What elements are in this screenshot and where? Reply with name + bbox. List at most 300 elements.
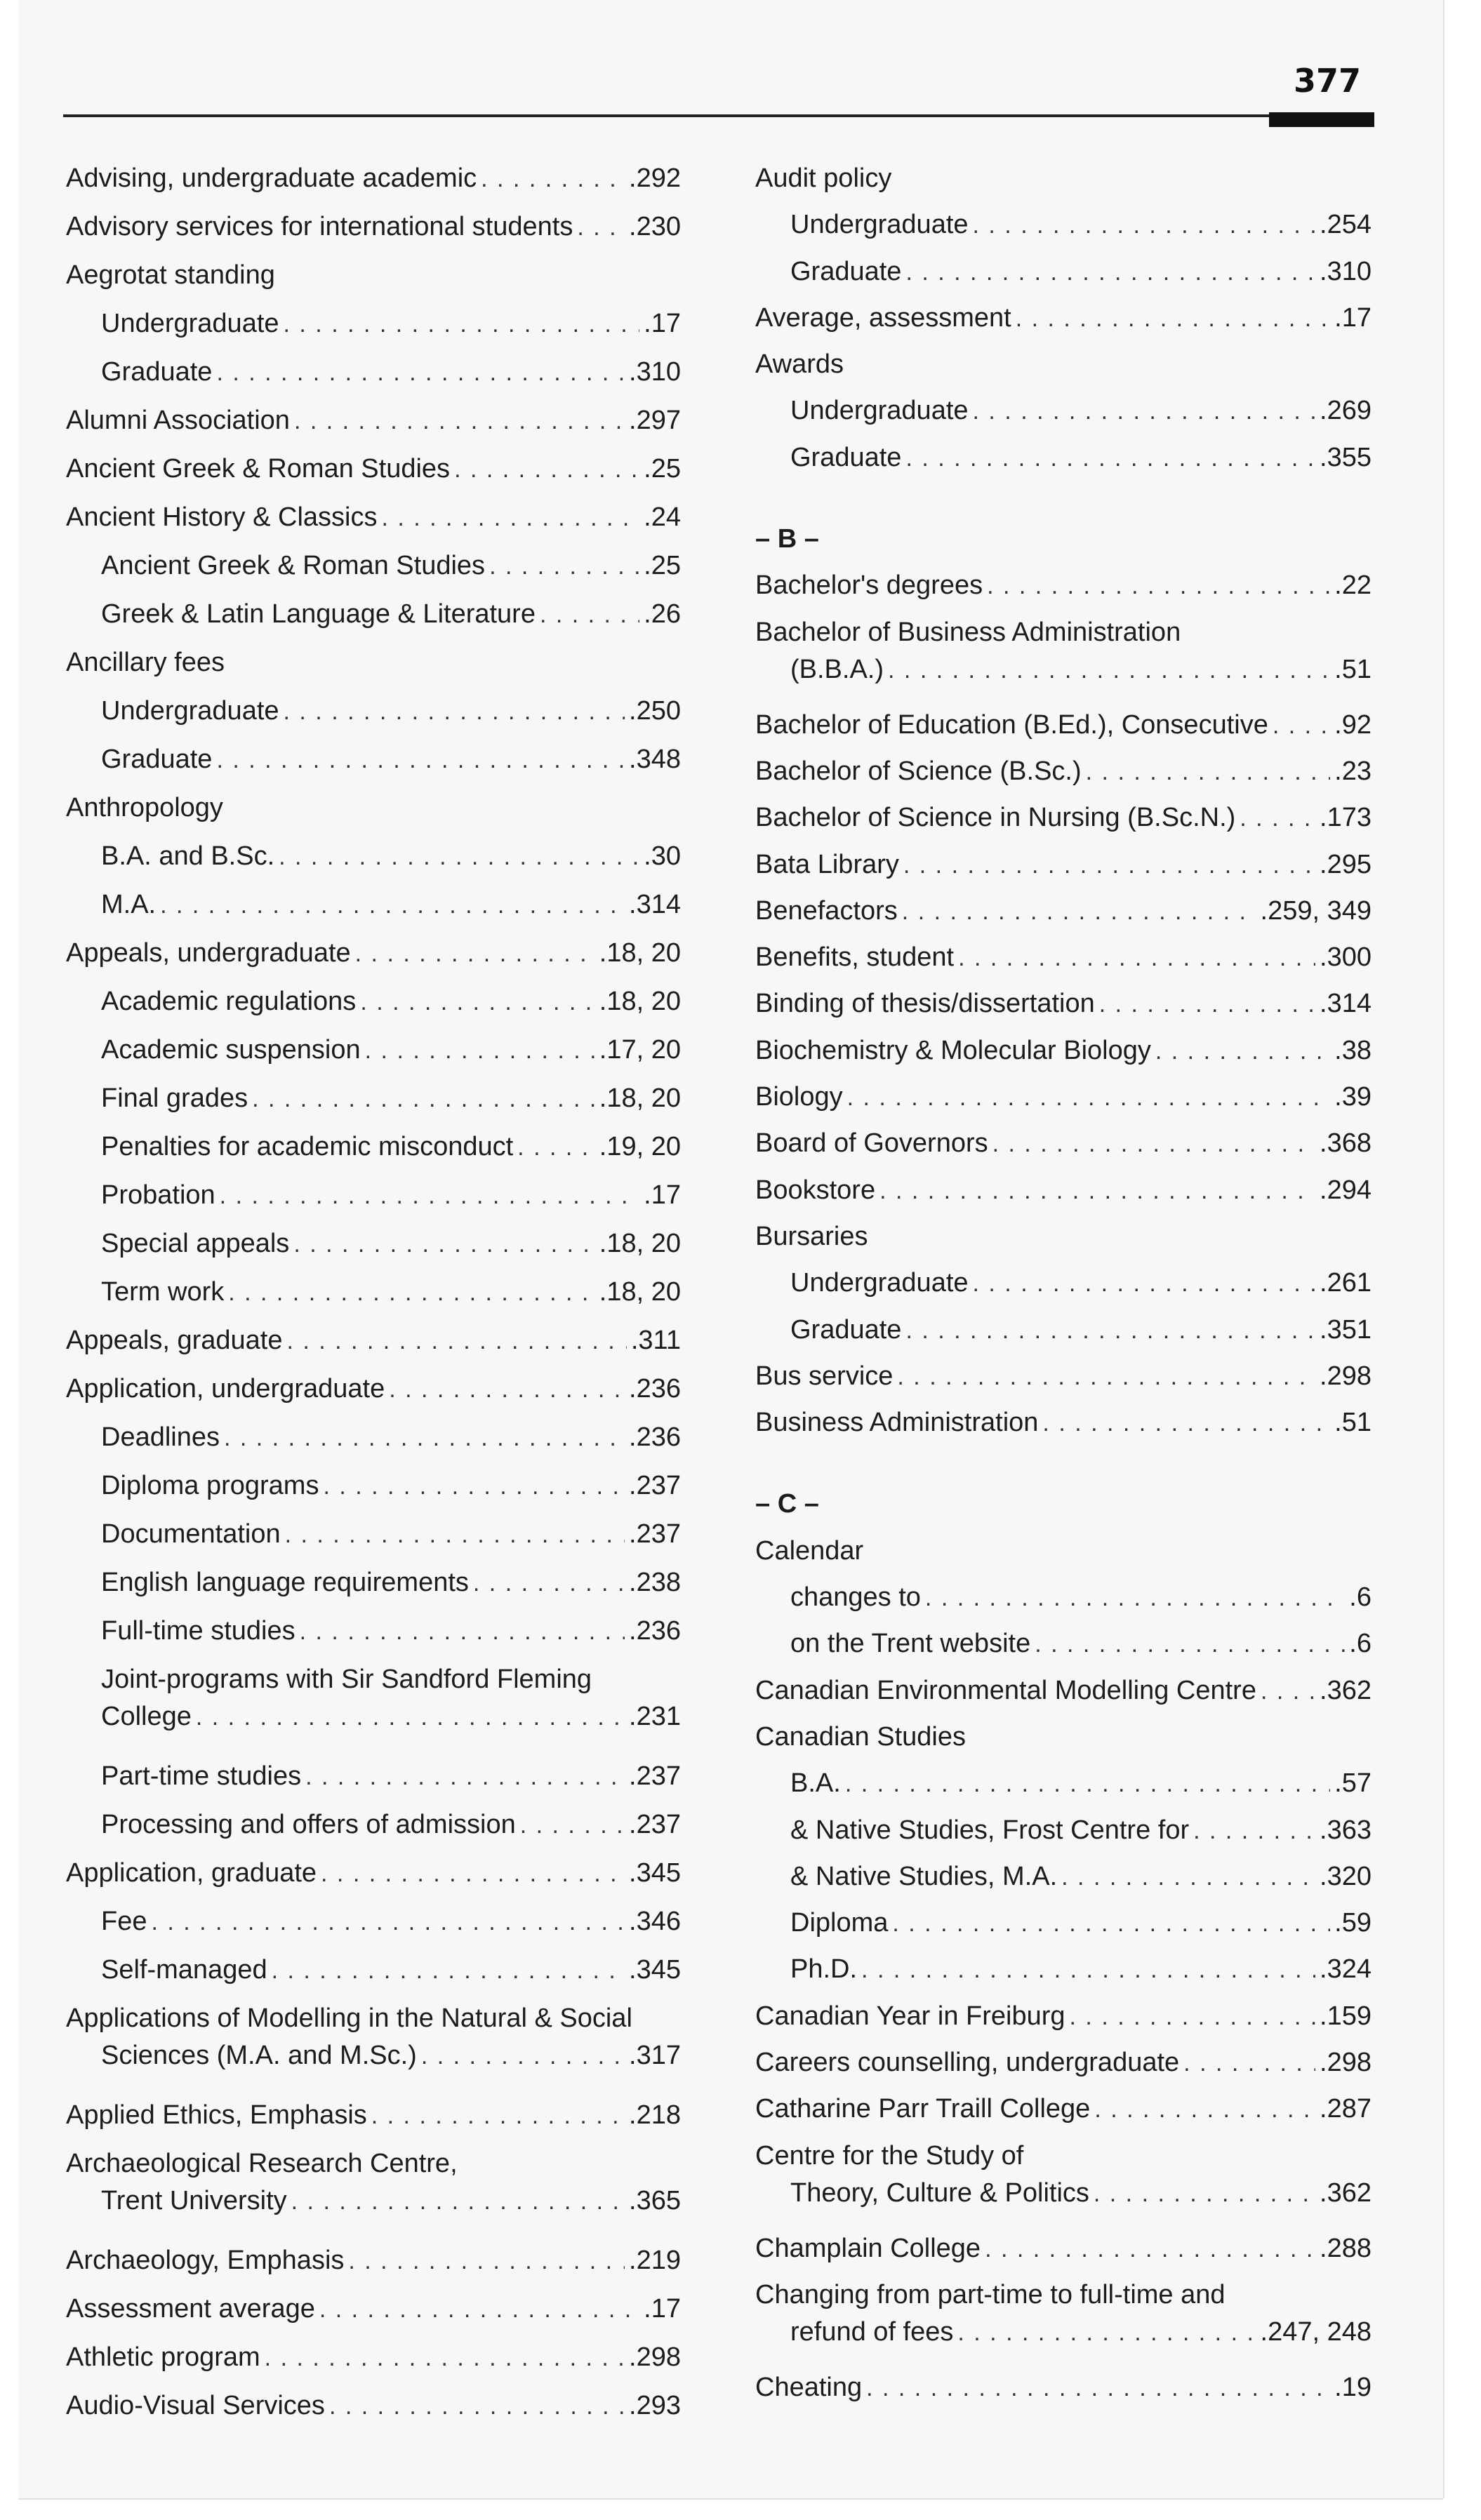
page-reference: .30 xyxy=(644,841,681,871)
index-entry xyxy=(755,893,1372,939)
page-reference: .346 xyxy=(629,1907,681,1936)
index-term: B.A. xyxy=(790,1768,841,1799)
index-column-left xyxy=(66,160,681,2436)
index-term: Canadian Studies xyxy=(755,1721,966,1752)
index-term: Undergraduate xyxy=(790,396,969,426)
dot-leader xyxy=(1042,1405,1330,1442)
index-term: Business Administration xyxy=(755,1408,1039,1438)
index-term: Term work xyxy=(101,1277,225,1307)
index-term: B.A. and B.Sc. xyxy=(101,841,275,871)
page-reference: .294 xyxy=(1320,1175,1372,1205)
page-reference: .173 xyxy=(1320,803,1372,833)
index-entry xyxy=(755,1218,1372,1265)
page-number: 377 xyxy=(1294,62,1362,100)
index-subentry xyxy=(755,1579,1372,1625)
dot-leader xyxy=(861,1952,1315,1989)
index-term: Bachelor of Science in Nursing (B.Sc.N.) xyxy=(755,803,1236,833)
index-entry xyxy=(66,2000,681,2097)
page-reference: .298 xyxy=(1320,1361,1372,1391)
dot-leader xyxy=(973,207,1316,244)
dot-leader xyxy=(902,893,1256,931)
dot-leader xyxy=(291,2183,625,2220)
index-subentry xyxy=(755,1812,1372,1858)
index-term: Academic regulations xyxy=(101,987,357,1016)
index-term: Changing from part-time to full-time and xyxy=(755,2279,1226,2309)
index-entry xyxy=(66,789,681,838)
index-entry xyxy=(755,2230,1372,2276)
index-subentry xyxy=(66,305,681,354)
index-term: Special appeals xyxy=(101,1229,290,1258)
index-term: on the Trent website xyxy=(790,1629,1031,1659)
dot-leader xyxy=(1155,1033,1330,1070)
page-reference: .59 xyxy=(1334,1908,1372,1938)
index-subentry xyxy=(66,547,681,596)
dot-leader xyxy=(992,1126,1315,1163)
dot-leader xyxy=(389,1371,625,1408)
dot-leader xyxy=(847,1079,1331,1116)
index-entry xyxy=(755,346,1372,392)
dot-leader xyxy=(1273,707,1330,745)
dot-leader xyxy=(1094,2091,1315,2128)
dot-leader xyxy=(987,568,1330,605)
index-subentry xyxy=(755,1625,1372,1672)
index-subentry xyxy=(755,253,1372,300)
page-reference: .237 xyxy=(629,1810,681,1839)
page-reference: .310 xyxy=(629,357,681,387)
page-reference: .17 xyxy=(644,1180,681,1210)
page-reference: .237 xyxy=(629,1761,681,1791)
index-entry xyxy=(755,2044,1372,2091)
index-term: Documentation xyxy=(101,1519,281,1549)
index-term: & Native Studies, M.A. xyxy=(790,1861,1058,1891)
page-reference: .230 xyxy=(629,212,681,241)
dot-leader xyxy=(481,161,625,198)
index-subentry xyxy=(755,1905,1372,1951)
index-subentry xyxy=(66,983,681,1032)
page-reference: .57 xyxy=(1334,1768,1372,1799)
dot-leader xyxy=(224,1420,625,1457)
page-reference: .237 xyxy=(629,1471,681,1500)
index-term: Undergraduate xyxy=(101,696,279,726)
index-subentry xyxy=(755,1765,1372,1811)
index-subentry xyxy=(66,1274,681,1322)
index-term-line2: (B.B.A.) xyxy=(790,654,884,684)
page-reference: .24 xyxy=(644,502,681,532)
index-term: Benefactors xyxy=(755,895,898,926)
page-reference: .314 xyxy=(1320,989,1372,1019)
index-entry xyxy=(755,2369,1372,2415)
page-reference: .39 xyxy=(1334,1082,1372,1112)
index-entry xyxy=(755,1719,1372,1765)
page-reference: .310 xyxy=(1320,256,1372,286)
page-reference: .368 xyxy=(1320,1128,1372,1159)
index-term: Appeals, graduate xyxy=(66,1326,283,1355)
page-reference: .348 xyxy=(629,745,681,774)
index-term: Graduate xyxy=(101,357,213,387)
page-reference: .23 xyxy=(1334,756,1372,786)
dot-leader xyxy=(300,1613,625,1651)
index-entry xyxy=(755,1032,1372,1079)
index-term: Appeals, undergraduate xyxy=(66,938,351,968)
index-term: Diploma programs xyxy=(101,1471,319,1500)
index-subentry xyxy=(66,1903,681,1952)
dot-leader xyxy=(1086,754,1331,791)
index-subentry xyxy=(66,1516,681,1564)
page-reference: .18, 20 xyxy=(599,1084,681,1113)
index-entry xyxy=(66,2387,681,2436)
page-reference: .236 xyxy=(629,1374,681,1404)
index-section-b xyxy=(755,567,1372,1451)
index-term: & Native Studies, Frost Centre for xyxy=(790,1815,1190,1845)
index-entry xyxy=(755,985,1372,1032)
dot-leader xyxy=(957,2314,1256,2352)
dot-leader xyxy=(905,1312,1315,1349)
index-term: Advising, undergraduate academic xyxy=(66,164,477,193)
index-entry xyxy=(66,2291,681,2339)
index-term: Careers counselling, undergraduate xyxy=(755,2047,1180,2077)
page-reference: .362 xyxy=(1320,2178,1372,2208)
dot-leader xyxy=(421,2038,625,2075)
dot-leader xyxy=(1099,986,1315,1023)
index-term: Athletic program xyxy=(66,2342,260,2372)
index-subentry xyxy=(66,1177,681,1225)
page-reference: .38 xyxy=(1334,1035,1372,1065)
index-term: M.A. xyxy=(101,890,157,919)
dot-leader xyxy=(265,2340,625,2377)
index-term: Ancient Greek & Roman Studies xyxy=(66,454,451,484)
index-term: Ancillary fees xyxy=(66,648,225,677)
dot-leader xyxy=(973,393,1316,430)
dot-leader xyxy=(284,693,625,731)
page-reference: .317 xyxy=(629,2041,681,2070)
index-subentry xyxy=(66,1032,681,1080)
index-section-a-continued xyxy=(755,160,1372,486)
index-term: Advisory services for international students xyxy=(66,212,573,241)
index-term: Bata Library xyxy=(755,849,899,879)
dot-leader xyxy=(279,839,639,876)
index-term: Undergraduate xyxy=(101,309,279,338)
page-reference: .6 xyxy=(1349,1629,1372,1659)
page-reference: .355 xyxy=(1320,442,1372,472)
index-subentry xyxy=(66,1080,681,1128)
dot-leader xyxy=(252,1081,595,1118)
page-reference: .219 xyxy=(629,2246,681,2275)
index-term: Full-time studies xyxy=(101,1616,295,1646)
page-reference: .17 xyxy=(644,309,681,338)
page-reference: .51 xyxy=(1334,654,1372,684)
dot-leader xyxy=(216,742,625,779)
index-term: Archaeological Research Centre, xyxy=(66,2149,458,2178)
page-reference: .300 xyxy=(1320,942,1372,973)
dot-leader xyxy=(892,1905,1330,1942)
letter-heading-b: – B – xyxy=(755,524,819,554)
index-term: Bookstore xyxy=(755,1175,876,1205)
index-subentry xyxy=(66,596,681,644)
index-entry xyxy=(66,499,681,547)
index-term: Application, graduate xyxy=(66,1858,317,1888)
index-entry xyxy=(66,1371,681,1419)
index-page xyxy=(18,0,1443,2498)
dot-leader xyxy=(985,2231,1315,2268)
index-term: Deadlines xyxy=(101,1422,220,1452)
index-term: Biochemistry & Molecular Biology xyxy=(755,1035,1151,1065)
page-reference: .292 xyxy=(629,164,681,193)
index-term: Aegrotat standing xyxy=(66,260,275,290)
page-reference: .218 xyxy=(629,2100,681,2130)
dot-leader xyxy=(329,2388,625,2425)
index-entry xyxy=(66,257,681,305)
dot-leader xyxy=(196,1699,625,1736)
index-term: Ph.D. xyxy=(790,1954,858,1985)
index-entry xyxy=(755,1079,1372,1125)
page-reference: .365 xyxy=(629,2186,681,2215)
dot-leader xyxy=(958,940,1315,977)
dot-leader xyxy=(473,1565,625,1602)
index-entry xyxy=(755,2276,1372,2369)
index-term-continuation xyxy=(66,2182,681,2220)
dot-leader xyxy=(1061,1859,1315,1896)
page-reference: .18, 20 xyxy=(599,1277,681,1307)
dot-leader xyxy=(973,1265,1316,1302)
index-entry xyxy=(66,1855,681,1903)
index-entry xyxy=(755,614,1372,707)
index-term-continuation xyxy=(755,651,1372,689)
dot-leader xyxy=(577,209,625,246)
header-bar-decoration xyxy=(1269,112,1374,127)
index-term: Catharine Parr Traill College xyxy=(755,2094,1091,2124)
dot-leader xyxy=(1193,1813,1315,1850)
dot-leader xyxy=(285,1516,625,1554)
dot-leader xyxy=(216,354,625,392)
index-term: Graduate xyxy=(101,745,213,774)
index-term: English language requirements xyxy=(101,1568,469,1597)
page-reference: .295 xyxy=(1320,849,1372,879)
index-term: Centre for the Study of xyxy=(755,2140,1024,2171)
dot-leader xyxy=(151,1904,625,1941)
dot-leader xyxy=(284,306,640,343)
index-term-line2: Theory, Culture & Politics xyxy=(790,2178,1089,2208)
index-entry xyxy=(66,2242,681,2291)
index-term: Fee xyxy=(101,1907,147,1936)
dot-leader xyxy=(879,1173,1315,1210)
dot-leader xyxy=(365,1032,595,1069)
index-term: Bus service xyxy=(755,1361,894,1391)
index-entry xyxy=(755,2138,1372,2230)
index-term: Bachelor of Education (B.Ed.), Consecutive xyxy=(755,709,1268,740)
index-term-continuation xyxy=(755,2175,1372,2213)
index-subentry xyxy=(66,693,681,741)
page-reference: .269 xyxy=(1320,396,1372,426)
index-term: Assessment average xyxy=(66,2294,315,2324)
index-subentry xyxy=(66,741,681,789)
index-subentry xyxy=(755,392,1372,439)
page-reference: .25 xyxy=(644,454,681,484)
index-term-continuation xyxy=(101,1698,681,1736)
index-entry xyxy=(755,160,1372,206)
page-reference: .250 xyxy=(629,696,681,726)
index-subentry xyxy=(66,1661,681,1758)
letter-heading-c: – C – xyxy=(755,1489,819,1519)
index-subentry xyxy=(66,1467,681,1516)
index-subentry xyxy=(66,1613,681,1661)
index-entry xyxy=(755,707,1372,753)
index-term: Archaeology, Emphasis xyxy=(66,2246,345,2275)
page-reference: .297 xyxy=(629,406,681,435)
page-reference: .17 xyxy=(1334,302,1372,333)
index-entry xyxy=(755,1404,1372,1451)
dot-leader xyxy=(305,1759,625,1796)
page-reference: .247, 248 xyxy=(1260,2316,1372,2347)
index-term-line2: Sciences (M.A. and M.Sc.) xyxy=(101,2041,417,2070)
index-entry xyxy=(66,402,681,451)
dot-leader xyxy=(1016,300,1330,338)
index-subentry xyxy=(66,1758,681,1806)
index-entry xyxy=(755,1533,1372,1579)
index-term: Canadian Environmental Modelling Centre xyxy=(755,1675,1256,1705)
index-column-right xyxy=(755,160,1372,2415)
page-reference: .345 xyxy=(629,1955,681,1985)
page-reference: .17 xyxy=(644,2294,681,2324)
dot-leader xyxy=(319,2291,639,2328)
page-reference: .362 xyxy=(1320,1675,1372,1705)
dot-leader xyxy=(845,1766,1330,1803)
page-reference: .288 xyxy=(1320,2233,1372,2263)
index-term: Bachelor's degrees xyxy=(755,571,983,601)
header-rule xyxy=(63,114,1374,117)
dot-leader xyxy=(355,935,595,973)
dot-leader xyxy=(540,596,639,634)
index-term: Processing and offers of admission xyxy=(101,1810,516,1839)
dot-leader xyxy=(294,403,625,440)
page-reference: .6 xyxy=(1349,1582,1372,1613)
index-term: Undergraduate xyxy=(790,210,969,240)
dot-leader xyxy=(1070,1999,1316,2036)
index-subentry xyxy=(755,1265,1372,1311)
index-entry xyxy=(755,2091,1372,2137)
page-reference: .19 xyxy=(1334,2372,1372,2402)
dot-leader xyxy=(160,887,625,924)
index-subentry xyxy=(66,838,681,886)
index-subentry xyxy=(755,1312,1372,1358)
dot-leader xyxy=(228,1274,595,1312)
page-reference: .22 xyxy=(1334,571,1372,601)
dot-leader xyxy=(1035,1626,1345,1663)
index-entry xyxy=(66,451,681,499)
index-term: Calendar xyxy=(755,1535,864,1566)
page-reference: .231 xyxy=(629,1702,681,1731)
index-term: Biology xyxy=(755,1082,843,1112)
index-term: Awards xyxy=(755,349,844,380)
page-reference: .259, 349 xyxy=(1260,895,1372,926)
page-reference: .314 xyxy=(629,890,681,919)
dot-leader xyxy=(489,548,639,585)
dot-leader xyxy=(905,440,1315,477)
index-subentry xyxy=(66,1225,681,1274)
index-term: Graduate xyxy=(790,256,902,286)
index-section-c xyxy=(755,1533,1372,2415)
index-term: Applied Ethics, Emphasis xyxy=(66,2100,367,2130)
page-reference: .261 xyxy=(1320,1268,1372,1298)
index-entry xyxy=(66,935,681,983)
index-term: Benefits, student xyxy=(755,942,955,973)
index-term-continuation xyxy=(66,2037,681,2075)
index-term: Graduate xyxy=(790,442,902,472)
dot-leader xyxy=(1183,2045,1315,2082)
dot-leader xyxy=(272,1952,625,1989)
page-reference: .238 xyxy=(629,1568,681,1597)
index-term: Audio-Visual Services xyxy=(66,2391,325,2420)
page-reference: .351 xyxy=(1320,1314,1372,1345)
dot-leader xyxy=(1261,1673,1315,1710)
page-reference: .25 xyxy=(644,551,681,580)
dot-leader xyxy=(293,1226,595,1263)
index-term: Bachelor of Science (B.Sc.) xyxy=(755,756,1082,786)
index-subentry xyxy=(66,1419,681,1467)
index-term: Graduate xyxy=(790,1314,902,1345)
page-reference: .19, 20 xyxy=(599,1132,681,1161)
page-reference: .311 xyxy=(630,1326,681,1355)
index-subentry xyxy=(755,1951,1372,1997)
page-reference: .298 xyxy=(1320,2047,1372,2077)
index-term: Diploma xyxy=(790,1908,889,1938)
page-reference: .18, 20 xyxy=(599,938,681,968)
index-term: Final grades xyxy=(101,1084,248,1113)
dot-leader xyxy=(381,500,639,537)
index-entry xyxy=(66,2145,681,2242)
index-term: Self-managed xyxy=(101,1955,267,1985)
index-term: Canadian Year in Freiburg xyxy=(755,2001,1065,2031)
page-reference: .18, 20 xyxy=(599,1229,681,1258)
index-entry xyxy=(755,1998,1372,2044)
index-term-line2: refund of fees xyxy=(790,2316,954,2347)
index-term: Average, assessment xyxy=(755,302,1011,333)
page-reference: .17, 20 xyxy=(599,1035,681,1065)
page-reference: .26 xyxy=(644,599,681,629)
page-reference: .324 xyxy=(1320,1954,1372,1985)
index-term: Audit policy xyxy=(755,164,892,193)
index-term: Joint-programs with Sir Sandford Fleming xyxy=(101,1665,592,1694)
page-reference: .293 xyxy=(629,2391,681,2420)
index-entry xyxy=(66,160,681,208)
dot-leader xyxy=(321,1855,625,1893)
index-term: Ancient Greek & Roman Studies xyxy=(101,551,486,580)
dot-leader xyxy=(866,2370,1330,2407)
index-entry xyxy=(66,644,681,693)
index-term: Applications of Modelling in the Natural & Social xyxy=(66,2004,632,2033)
index-subentry xyxy=(66,1952,681,2000)
page-reference: .363 xyxy=(1320,1815,1372,1845)
index-entry xyxy=(755,1358,1372,1404)
index-entry xyxy=(66,208,681,257)
index-entry xyxy=(755,1672,1372,1719)
index-term: Ancient History & Classics xyxy=(66,502,378,532)
index-entry xyxy=(755,1172,1372,1218)
index-term: Undergraduate xyxy=(790,1268,969,1298)
dot-leader xyxy=(323,1468,625,1505)
page-reference: .236 xyxy=(629,1422,681,1452)
page-reference: .237 xyxy=(629,1519,681,1549)
dot-leader xyxy=(517,1129,595,1166)
dot-leader xyxy=(925,1580,1345,1617)
index-entry xyxy=(755,300,1372,346)
index-term-line2: Trent University xyxy=(101,2186,287,2215)
dot-leader xyxy=(1240,800,1315,837)
dot-leader xyxy=(888,652,1330,689)
index-term: Binding of thesis/dissertation xyxy=(755,989,1095,1019)
dot-leader xyxy=(360,984,595,1021)
dot-leader xyxy=(348,2243,625,2280)
page-reference: .51 xyxy=(1334,1408,1372,1438)
